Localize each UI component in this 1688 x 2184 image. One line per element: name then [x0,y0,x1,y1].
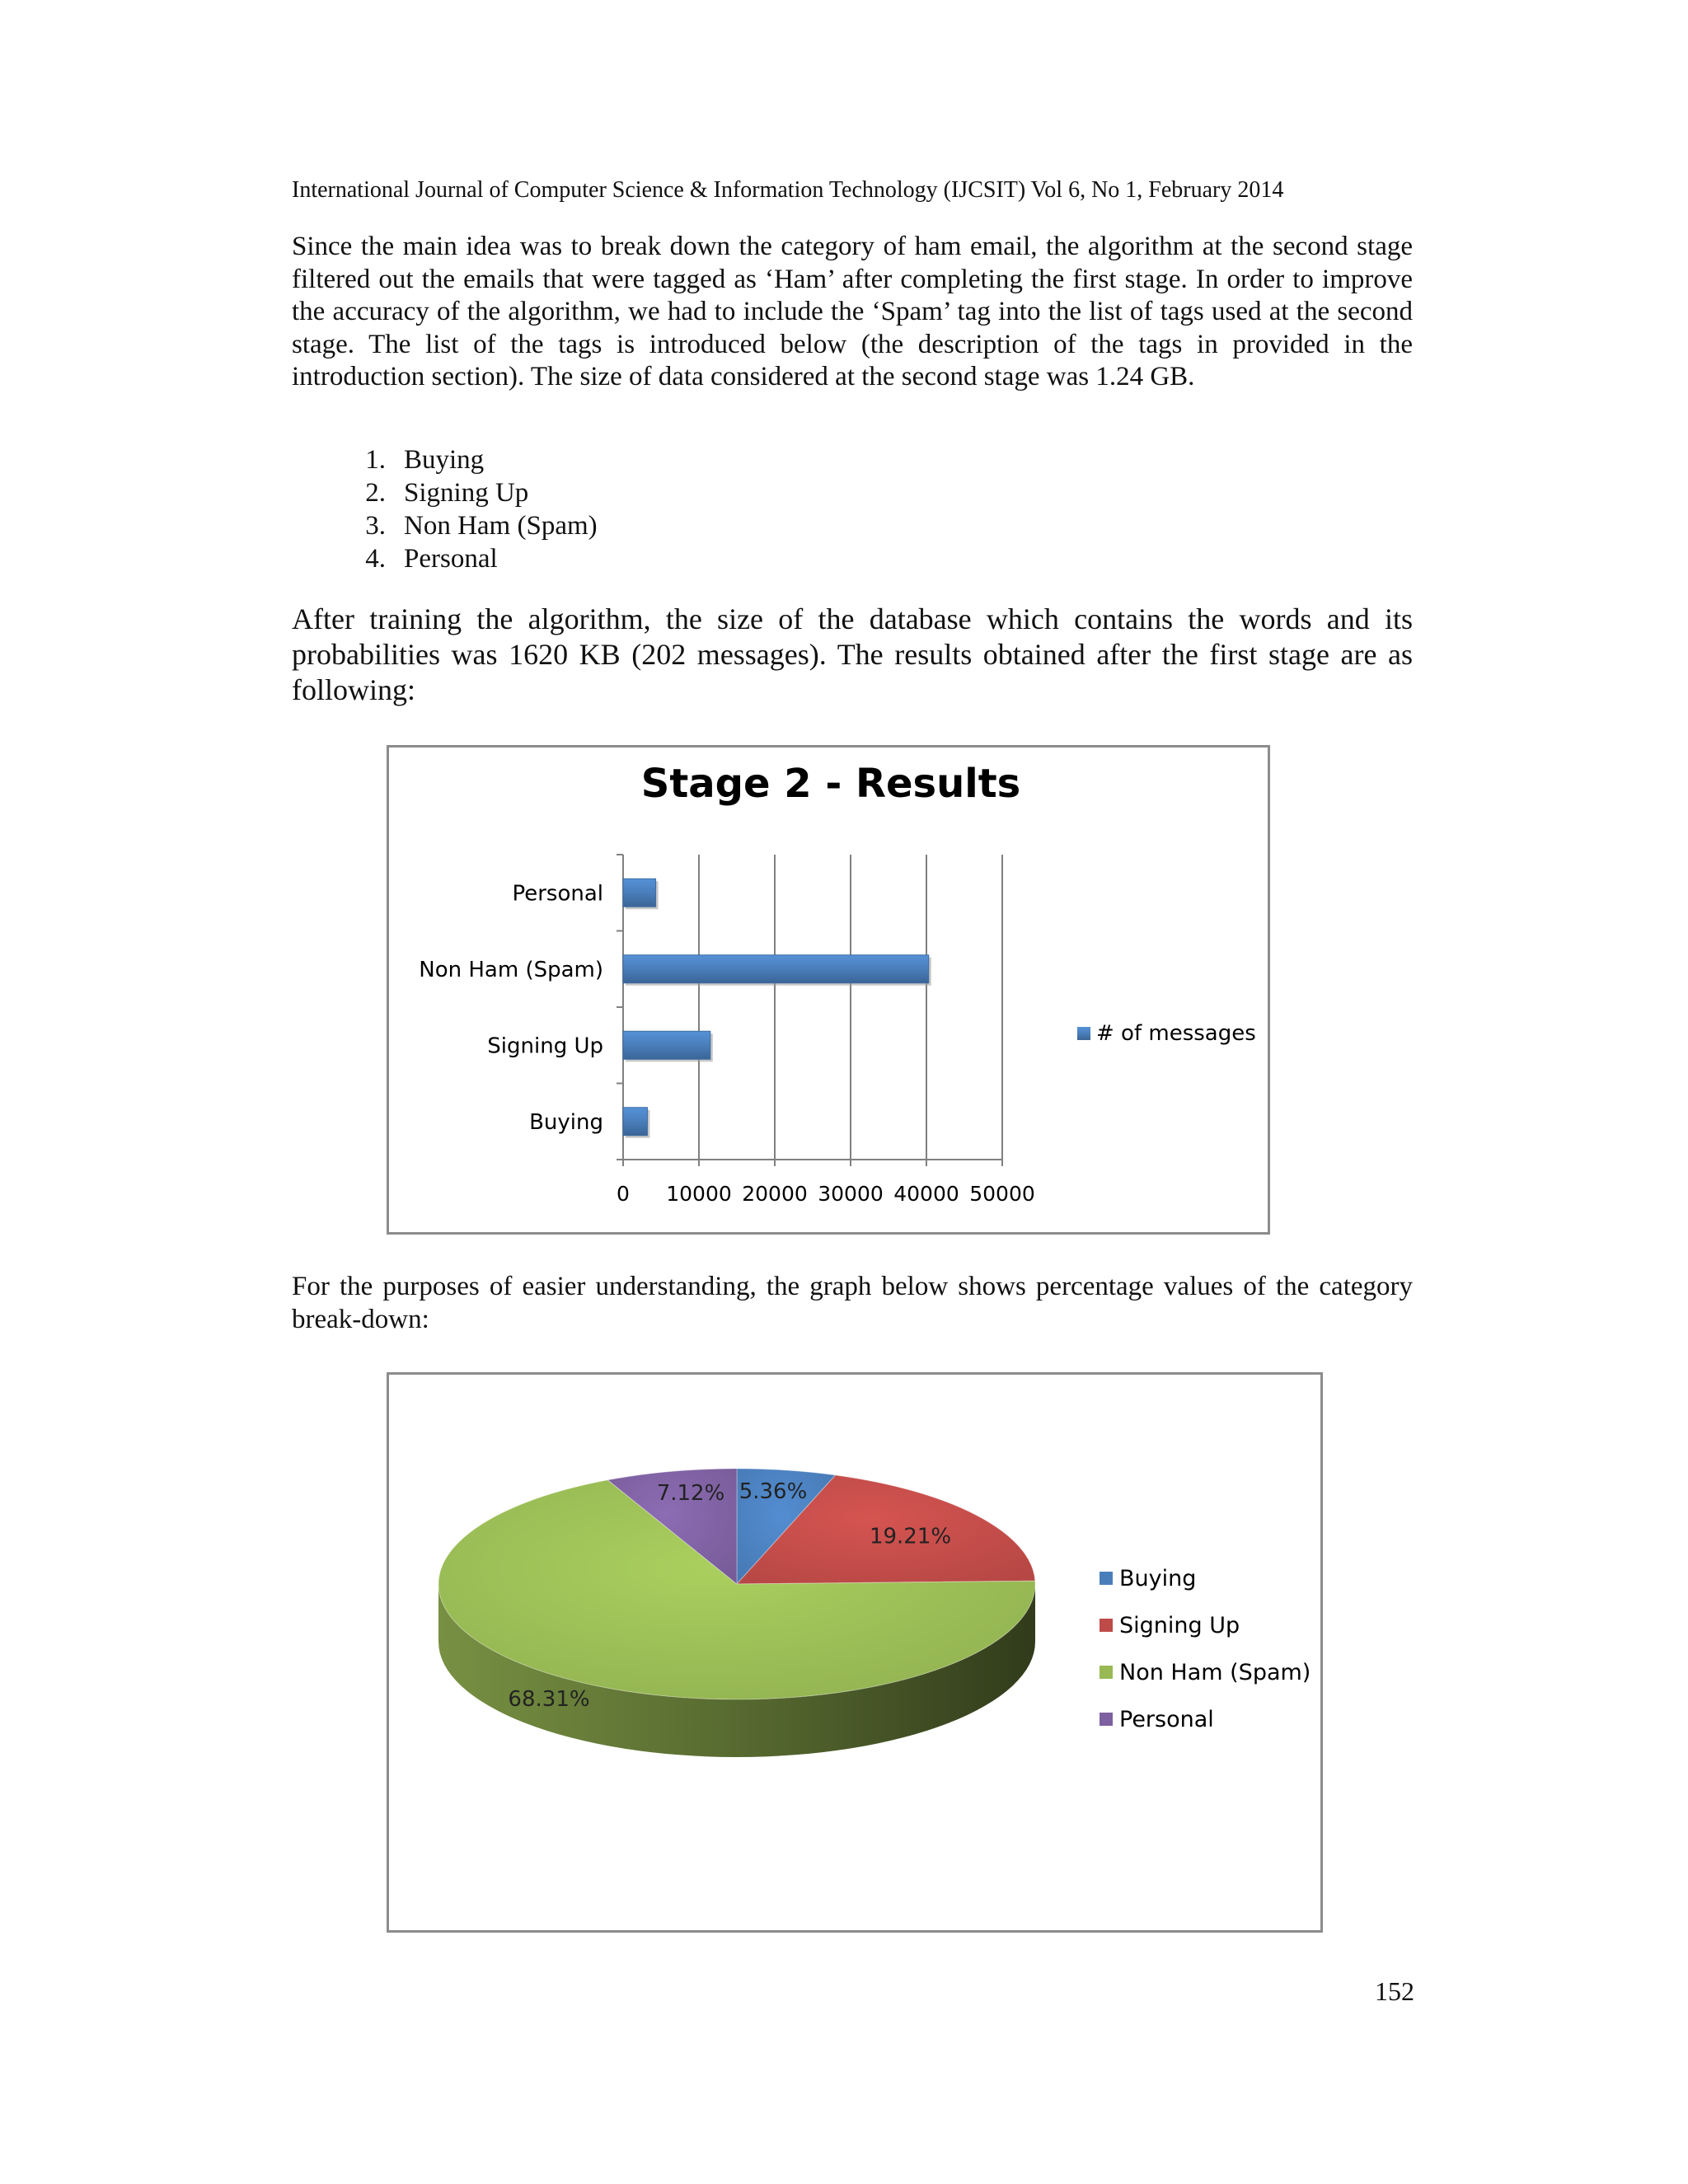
bar-buying [623,1108,647,1136]
list-label: Non Ham (Spam) [404,511,598,541]
paragraph-intro: Since the main idea was to break down the category of ham email, the algorithm at the second stage filtered out the emails that were tagged as ‘Ham’ after completing the first stage. In order to improve the accuracy of the algorithm, we had to include the ‘Spam’ tag into the list of tags used at the second stage. The list of the tags is introduced below (the description of the tags in provided in the introduction section). The size of data considered at the second stage was 1.24 GB. [292,232,1413,391]
legend-swatch [1100,1666,1113,1679]
list-item [338,509,598,542]
x-tick-label: 30000 [818,1182,884,1206]
paragraph-breakdown: For the purposes of easier understanding, the graph below shows percentage values of the category break-down: [292,1272,1413,1334]
legend-label: # of messages [1096,1021,1256,1046]
legend-label: Buying [1119,1566,1197,1591]
list-number: 4. [365,544,386,574]
data-label: 68.31% [508,1687,590,1712]
list-number: 3. [365,511,386,541]
page-number: 152 [1375,1976,1414,2006]
list-label: Signing Up [404,478,529,508]
x-tick-label: 10000 [666,1182,732,1206]
list-number: 1. [365,445,386,475]
legend-swatch [1077,1027,1090,1040]
list-item [338,443,598,476]
legend-label: Personal [1119,1707,1214,1732]
y-tick-label: Signing Up [487,1033,603,1059]
legend-swatch [1100,1572,1113,1585]
x-tick-label: 0 [617,1182,630,1206]
y-tick-label: Personal [512,881,603,907]
list-item [338,476,598,509]
pie-chart-frame [387,1372,1323,1933]
x-tick-label: 50000 [969,1182,1035,1206]
list-label: Personal [404,544,498,574]
bar-signing-up [623,1031,710,1059]
tag-list [338,443,598,575]
list-number: 2. [365,478,386,508]
legend-swatch [1100,1619,1113,1632]
paragraph-results: After training the algorithm, the size of the database which contains the words and its probabilities was 1620 KB (202 messages). The results obtained after the first stage are as following: [292,602,1413,706]
x-tick-label: 40000 [893,1182,959,1206]
x-tick-label: 20000 [742,1182,808,1206]
y-tick-label: Non Ham (Spam) [419,957,603,982]
bar-chart-frame [387,745,1270,1235]
data-label: 7.12% [656,1481,725,1506]
pie-chart [389,1375,1325,1935]
list-label: Buying [404,445,485,475]
list-item [338,542,598,575]
bar-chart [389,748,1273,1237]
running-header: International Journal of Computer Science & Information Technology (IJCSIT) Vol 6, No 1, February 2014 [292,177,1284,203]
data-label: 19.21% [869,1524,952,1549]
data-label: 5.36% [738,1479,808,1504]
bar-personal [623,879,656,907]
legend-label: Non Ham (Spam) [1119,1660,1311,1685]
chart-title: Stage 2 - Results [640,761,1021,807]
bar-non-ham-spam [623,955,929,983]
legend-label: Signing Up [1119,1613,1240,1638]
y-tick-label: Buying [529,1109,603,1135]
legend-swatch [1100,1713,1113,1726]
